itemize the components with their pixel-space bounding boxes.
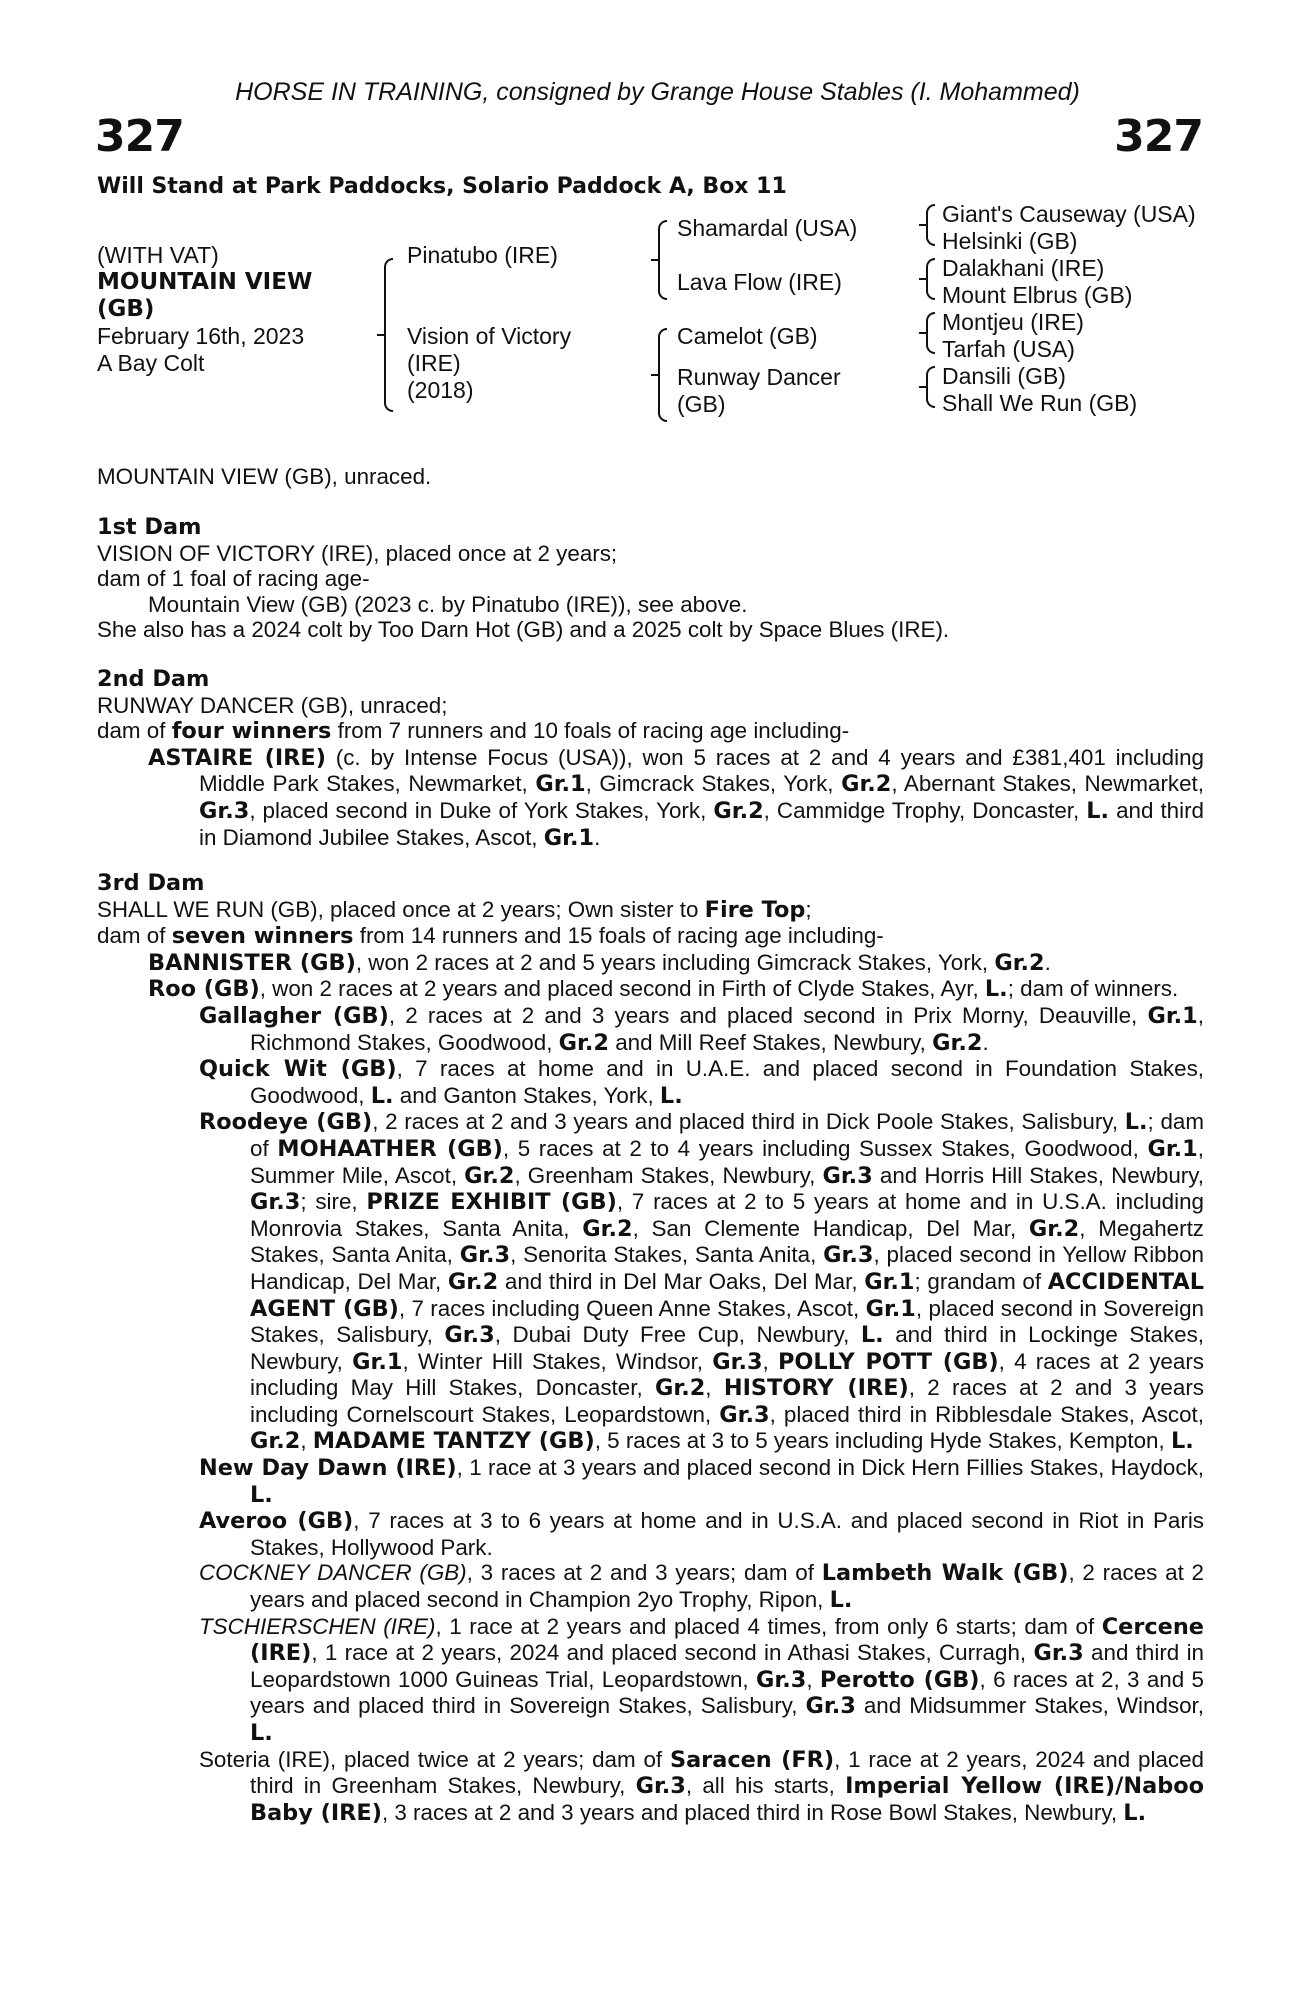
- pedigree-dsd: Tarfah (USA): [942, 336, 1075, 362]
- pedigree-sdd: Mount Elbrus (GB): [942, 282, 1133, 308]
- horse-description: A Bay Colt: [97, 350, 205, 376]
- first-dam-other-produce: She also has a 2024 colt by Too Darn Hot (GB) and a 2025 colt by Space Blues (IRE).: [97, 617, 950, 643]
- entry-astaire: ASTAIRE (IRE) (c. by Intense Focus (USA)), won 5 races at 2 and 4 years and £381,401 including Middle Park Stakes, Newmarket, Gr.1, Gimcrack Stakes, York, Gr.2, Abernant Stakes, Newmarket, Gr.3, placed second in Duke of York Stakes, York, Gr.2, Cammidge Trophy, Doncaster, L. and third in Diamond Jubilee Stakes, Ascot, Gr.1.: [148, 744, 1205, 851]
- third-dam-heading: 3rd Dam: [97, 870, 205, 896]
- horse-name: MOUNTAIN VIEW: [97, 269, 313, 295]
- entry-quick-wit: Quick Wit (GB), 7 races at home and in U.A.E. and placed second in Foundation Stakes, Goodwood, L. and Ganton Stakes, York, L.: [199, 1056, 1204, 1109]
- entry-soteria: Soteria (IRE), placed twice at 2 years; dam of Saracen (FR), 1 race at 2 years, 2024 and placed third in Greenham Stakes, Newbury, Gr.3, all his starts, Imperial Yellow (IRE)/Naboo Baby (IRE), 3 races at 2 and 3 years and placed third in Rose Bowl Stakes, Newbury, L.: [199, 1746, 1204, 1826]
- third-dam-section: [97, 871, 1204, 1826]
- pedigree-dds: Dansili (GB): [942, 363, 1066, 389]
- pedigree-brace-dam: [658, 328, 667, 422]
- pedigree-sds: Dalakhani (IRE): [942, 255, 1105, 281]
- foaling-date: February 16th, 2023: [97, 323, 305, 349]
- pedigree-ssd: Helsinki (GB): [942, 228, 1078, 254]
- pedigree-dss: Montjeu (IRE): [942, 309, 1084, 335]
- pedigree-brace-gen1: [384, 258, 393, 412]
- pedigree-sss: Giant's Causeway (USA): [942, 201, 1196, 227]
- pedigree-dam-dam-line2: (GB): [677, 391, 726, 417]
- pedigree-brace-3c: [926, 312, 935, 354]
- entry-averoo: Averoo (GB), 7 races at 3 to 6 years at home and in U.S.A. and placed second in Riot in Paris Stakes, Hollywood Park.: [199, 1508, 1204, 1560]
- consignor-line: HORSE IN TRAINING, consigned by Grange House Stables (I. Mohammed): [235, 78, 1080, 106]
- pedigree-dam-dam-line1: Runway Dancer: [677, 364, 841, 390]
- first-dam-foals: dam of 1 foal of racing age-: [97, 566, 370, 592]
- horse-name-country: (GB): [97, 296, 155, 322]
- stand-location: Will Stand at Park Paddocks, Solario Paddock A, Box 11: [97, 174, 787, 199]
- second-dam-heading: 2nd Dam: [97, 666, 210, 692]
- entry-gallagher: Gallagher (GB), 2 races at 2 and 3 years and placed second in Prix Morny, Deauville, Gr.1, Richmond Stakes, Goodwood, Gr.2 and Mill Reef Stakes, Newbury, Gr.2.: [199, 1002, 1204, 1056]
- pedigree-dam-line1: Vision of Victory: [407, 323, 572, 349]
- entry-bannister: BANNISTER (GB), won 2 races at 2 and 5 years including Gimcrack Stakes, York, Gr.2.: [148, 949, 1051, 976]
- pedigree-brace-3a: [926, 204, 935, 246]
- lot-number-right: 327: [1114, 111, 1203, 162]
- first-dam-heading: 1st Dam: [97, 514, 202, 540]
- lot-number-left: 327: [95, 111, 184, 162]
- pedigree-brace-3d: [926, 366, 935, 408]
- pedigree-ddd: Shall We Run (GB): [942, 390, 1138, 416]
- entry-roo: Roo (GB), won 2 races at 2 years and placed second in Firth of Clyde Stakes, Ayr, L.; dam of winners.: [148, 976, 1179, 1003]
- first-dam-section: [97, 515, 1204, 643]
- first-dam-line: VISION OF VICTORY (IRE), placed once at 2 years;: [97, 540, 618, 566]
- entry-roodeye: Roodeye (GB), 2 races at 2 and 3 years and placed third in Dick Poole Stakes, Salisbury, L.; dam of MOHAATHER (GB), 5 races at 2 to 4 years including Sussex Stakes, Goodwood, Gr.1, Summer Mile, Ascot, Gr.2, Greenham Stakes, Newbury, Gr.3 and Horris Hill Stakes, Newbury, Gr.3; sire, PRIZE EXHIBIT (GB), 7 races at 2 to 5 years at home and in U.S.A. including Monrovia Stakes, Santa Anita, Gr.2, San Clemente Handicap, Del Mar, Gr.2, Megahertz Stakes, Santa Anita, Gr.3, Senorita Stakes, Santa Anita, Gr.3, placed second in Yellow Ribbon Handicap, Del Mar, Gr.2 and third in Del Mar Oaks, Del Mar, Gr.1; grandam of ACCIDENTAL AGENT (GB), 7 races including Queen Anne Stakes, Ascot, Gr.1, placed second in Sovereign Stakes, Salisbury, Gr.3, Dubai Duty Free Cup, Newbury, L. and third in Lockinge Stakes, Newbury, Gr.1, Winter Hill Stakes, Windsor, Gr.3, POLLY POTT (GB), 4 races at 2 years including May Hill Stakes, Doncaster, Gr.2, HISTORY (IRE), 2 races at 2 and 3 years including Cornelscourt Stakes, Leopardstown, Gr.3, placed third in Ribblesdale Stakes, Ascot, Gr.2, MADAME TANTZY (GB), 5 races at 3 to 5 years including Hyde Stakes, Kempton, L.: [199, 1109, 1204, 1455]
- second-dam-winners: dam of four winners from 7 runners and 10 foals of racing age including-: [97, 718, 850, 745]
- pedigree-dam-line3: (2018): [407, 377, 474, 403]
- third-dam-line: SHALL WE RUN (GB), placed once at 2 years; Own sister to Fire Top;: [97, 896, 812, 923]
- second-dam-section: [97, 667, 1204, 851]
- entry-new-day-dawn: New Day Dawn (IRE), 1 race at 3 years and placed second in Dick Hern Fillies Stakes, Haydock, L.: [199, 1455, 1204, 1508]
- pedigree-sire: Pinatubo (IRE): [407, 242, 558, 268]
- entry-cockney-dancer: COCKNEY DANCER (GB), 3 races at 2 and 3 years; dam of Lambeth Walk (GB), 2 races at 2 years and placed second in Champion 2yo Trophy, Ripon, L.: [199, 1560, 1204, 1614]
- first-dam-produce: Mountain View (GB) (2023 c. by Pinatubo (IRE)), see above.: [148, 591, 748, 617]
- race-summary: MOUNTAIN VIEW (GB), unraced.: [97, 464, 432, 489]
- vat-note: (WITH VAT): [97, 242, 219, 268]
- pedigree-dam-sire: Camelot (GB): [677, 323, 818, 349]
- pedigree-sire-dam: Lava Flow (IRE): [677, 269, 842, 295]
- entry-tschierschen: TSCHIERSCHEN (IRE), 1 race at 2 years and placed 4 times, from only 6 starts; dam of Cercene (IRE), 1 race at 2 years, 2024 and placed second in Athasi Stakes, Curragh, Gr.3 and third in Leopardstown 1000 Guineas Trial, Leopardstown, Gr.3, Perotto (GB), 6 races at 2, 3 and 5 years and placed third in Sovereign Stakes, Salisbury, Gr.3 and Midsummer Stakes, Windsor, L.: [199, 1613, 1204, 1746]
- pedigree-brace-3b: [926, 258, 935, 300]
- second-dam-line: RUNWAY DANCER (GB), unraced;: [97, 692, 448, 718]
- pedigree-brace-sire: [658, 220, 667, 300]
- third-dam-winners: dam of seven winners from 14 runners and 15 foals of racing age including-: [97, 923, 884, 950]
- pedigree-dam-line2: (IRE): [407, 350, 461, 376]
- pedigree-sire-sire: Shamardal (USA): [677, 215, 858, 241]
